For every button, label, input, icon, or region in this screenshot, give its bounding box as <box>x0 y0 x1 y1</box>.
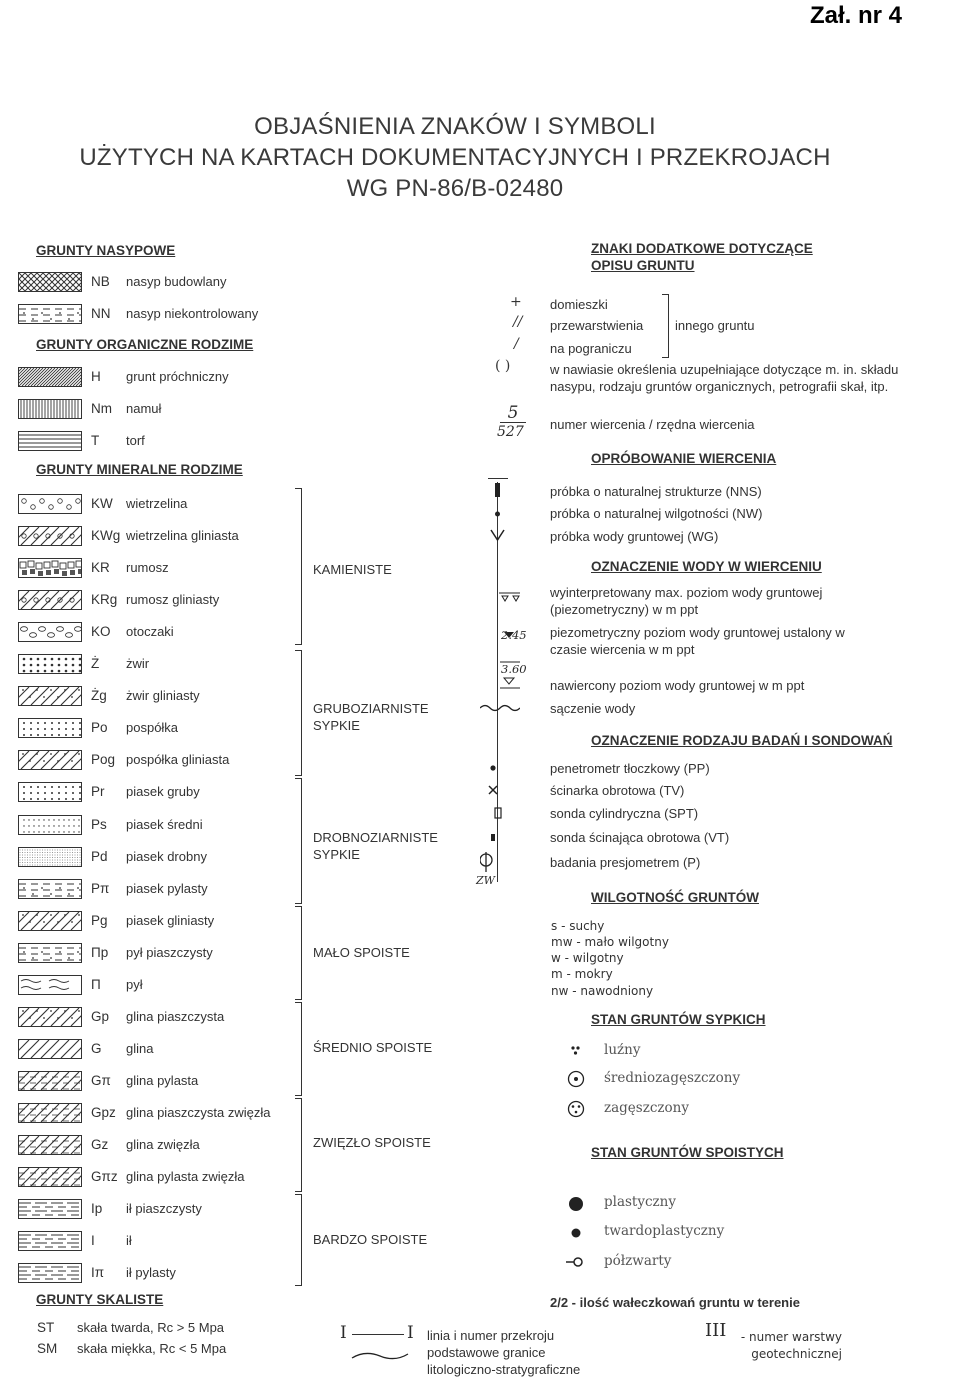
stiff-plastic-icon <box>572 1229 581 1238</box>
group-label-kamieniste: KAMIENISTE <box>313 562 392 577</box>
group-label-drobnoziarniste: DROBNOZIARNISTE SYPKIE <box>313 830 438 862</box>
soil-name: ił <box>126 1233 132 1249</box>
pattern-swatch-ko <box>18 622 82 642</box>
soil-code: Ps <box>91 816 107 832</box>
section-header-nasypowe: GRUNTY NASYPOWE <box>36 243 176 258</box>
soil-code: G <box>91 1040 102 1056</box>
bracket-drobnoziarniste <box>295 778 302 904</box>
slash-icon: / <box>514 336 519 352</box>
sample-nw-label: próbka o naturalnej wilgotności (NW) <box>550 506 763 521</box>
soil-code: I <box>91 1233 95 1249</box>
soil-code: Iπ <box>91 1265 105 1281</box>
section-line-icon <box>352 1334 404 1335</box>
pattern-swatch-ż <box>18 654 82 674</box>
spt-test-icon <box>495 808 501 818</box>
section-line-label: linia i numer przekroju <box>427 1328 555 1343</box>
soil-name: piasek gliniasty <box>126 912 215 928</box>
pattern-swatch-nn <box>18 304 82 324</box>
soil-name: pospółka gliniasta <box>126 752 230 768</box>
pp-test-label: penetrometr tłoczkowy (PP) <box>550 761 710 776</box>
soil-code: KWg <box>91 528 121 544</box>
soil-code: KR <box>91 560 110 576</box>
bracket-malo-spoiste <box>295 906 302 1000</box>
section-header-sypkie: STAN GRUNTÓW SYPKICH <box>591 1012 766 1027</box>
soil-code: T <box>91 433 100 448</box>
page-title-line2: UŻYTYCH NA KARTACH DOKUMENTACYJNYCH I PRZEKROJACH <box>79 144 831 171</box>
sample-wg-icon <box>491 530 504 540</box>
soil-name: żwir <box>126 656 150 672</box>
soil-name: wietrzelina gliniasta <box>126 528 239 544</box>
water-drilled-icon <box>504 678 514 684</box>
boundary-line-icon <box>350 1348 410 1364</box>
soil-code: NB <box>91 274 110 289</box>
soil-code: Gπ <box>91 1072 111 1088</box>
group-label-gruboziarniste: GRUBOZIARNISTE SYPKIE <box>313 701 429 733</box>
name-sm: skała miękka, Rc < 5 Mpa <box>77 1341 227 1356</box>
bracket-zwiezlo-spoiste <box>295 1098 302 1192</box>
soil-code: Gpz <box>91 1104 116 1120</box>
section-line-right-marker: I <box>407 1323 414 1343</box>
borehole-elevation: 527 <box>497 424 524 440</box>
attachment-label: Zał. nr 4 <box>809 2 902 29</box>
soil-code: Gp <box>91 1008 110 1024</box>
soil-name: pospółka <box>126 720 179 736</box>
section-header-woda: OZNACZENIE WODY W WIERCENIU <box>591 559 822 574</box>
soil-code: Ż <box>91 656 100 672</box>
soil-name: piasek średni <box>126 816 203 832</box>
moisture-mw: mw - mało wilgotny <box>551 935 669 949</box>
soil-name: nasyp niekontrolowany <box>126 306 259 321</box>
pattern-swatch-i <box>18 1231 82 1251</box>
soil-code: Gz <box>91 1137 109 1152</box>
pattern-swatch-pr <box>18 782 82 802</box>
soil-name: glina <box>126 1040 154 1056</box>
state-dense-label: zagęszczony <box>604 1100 689 1116</box>
tv-test-label: ścinarka obrotowa (TV) <box>550 783 685 798</box>
soil-name: pył piaszczysty <box>126 944 213 960</box>
spt-test-label: sonda cylindryczna (SPT) <box>550 806 699 821</box>
moisture-m: m - mokry <box>551 967 613 981</box>
soil-name: glina pylasta <box>126 1072 199 1088</box>
soil-name: glina piaszczysta zwięzła <box>126 1104 271 1120</box>
section-header-mineralne: GRUNTY MINERALNE RODZIME <box>36 462 243 477</box>
soil-name: glina piaszczysta <box>126 1008 225 1024</box>
pattern-swatch-nb <box>18 272 82 292</box>
soil-code: Πp <box>91 944 109 960</box>
pattern-swatch-gp <box>18 1007 82 1027</box>
pattern-swatch-πp <box>18 943 82 963</box>
section-header-dodatkowe-1 <box>591 240 831 274</box>
state-loose-label: luźny <box>604 1042 641 1058</box>
inny-grunt-brace <box>662 294 669 358</box>
pressuremeter-label: badania presjometrem (P) <box>550 855 701 870</box>
state-cohesive-symbols <box>562 1192 592 1272</box>
soil-code: Gπz <box>91 1169 118 1185</box>
soil-name: nasyp budowlany <box>126 274 227 289</box>
plus-symbol-icon: + <box>510 294 522 310</box>
bracket-srednio-spoiste <box>295 1002 302 1096</box>
pattern-swatch-pπ <box>18 879 82 899</box>
soil-code: Pπ <box>91 880 110 896</box>
pattern-swatch-iπ <box>18 1263 82 1283</box>
soil-name: pył <box>126 976 143 992</box>
numer-wiercenia-label: numer wiercenia / rzędna wiercenia <box>550 417 755 432</box>
section-header-skaliste: GRUNTY SKALISTE <box>36 1292 164 1307</box>
zw-label: ZW <box>476 874 495 887</box>
soil-name: piasek gruby <box>126 784 200 800</box>
borehole-number: 5 <box>500 404 526 423</box>
plastic-icon <box>569 1197 583 1211</box>
double-slash-icon: // <box>513 314 523 330</box>
dense-icon <box>569 1102 584 1117</box>
soil-code: Pr <box>91 784 105 800</box>
section-header-dodatkowe: ZNAKI DODATKOWE DOTYCZĄCE OPISU GRUNTU <box>591 241 813 273</box>
semi-solid-icon <box>574 1258 582 1266</box>
state-stiff-plastic-label: twardoplastyczny <box>604 1223 725 1239</box>
water-piezo-label: piezometryczny poziom wody gruntowej ustalony w czasie wiercenia w m ppt <box>550 625 845 657</box>
section-header-oprobowanie: OPRÓBOWANIE WIERCENIA <box>591 451 777 466</box>
name-st: skała twarda, Rc > 5 Mpa <box>77 1320 225 1335</box>
soil-code: Pg <box>91 912 108 928</box>
soil-code: Pd <box>91 848 108 864</box>
section-line-left-marker: I <box>340 1323 347 1343</box>
soil-name: glina zwięzła <box>126 1137 200 1152</box>
code-st: ST <box>37 1320 55 1335</box>
soil-code: H <box>91 369 101 384</box>
soil-code: KO <box>91 624 111 640</box>
pattern-swatch-krg <box>18 590 82 610</box>
state-plastic-label: plastyczny <box>604 1194 676 1210</box>
boundary-label: podstawowe granice litologiczno-stratygraficzne <box>427 1345 581 1377</box>
pattern-swatch-po <box>18 718 82 738</box>
pattern-swatch-kwg <box>18 526 82 546</box>
state-medium-dense-label: średniozagęszczony <box>604 1070 741 1086</box>
group-label-bardzo-spoiste: BARDZO SPOISTE <box>313 1232 428 1247</box>
group-label-zwiezlo-spoiste: ZWIĘZŁO SPOISTE <box>313 1135 431 1150</box>
page-title-line1: OBJAŚNIENIA ZNAKÓW I SYMBOLI <box>254 113 656 140</box>
vt-test-icon <box>491 834 495 841</box>
section-header-organiczne: GRUNTY ORGANICZNE RODZIME <box>36 337 254 352</box>
state-loose-symbols <box>562 1038 592 1128</box>
pattern-swatch-g <box>18 1039 82 1059</box>
pattern-swatch-gz <box>18 1135 82 1155</box>
pattern-swatch-ps <box>18 815 82 835</box>
soil-name: namuł <box>126 401 162 416</box>
vt-test-label: sonda ścinająca obrotowa (VT) <box>550 830 730 845</box>
soil-name: piasek drobny <box>126 848 207 864</box>
layer-number-label: - numer warstwy geotechnicznej <box>740 1330 842 1361</box>
page-title-line3: WG PN-86/B-02480 <box>346 175 564 202</box>
sample-nns-label: próbka o naturalnej strukturze (NNS) <box>550 484 762 499</box>
state-semi-solid-label: półzwarty <box>604 1253 672 1269</box>
pattern-swatch-pg <box>18 911 82 931</box>
soil-name: wietrzelina <box>126 496 188 511</box>
bracket-bardzo-spoiste <box>295 1194 302 1286</box>
soil-name: otoczaki <box>126 624 174 640</box>
sample-nns-icon <box>495 483 500 497</box>
soil-name: grunt próchniczny <box>126 369 229 384</box>
pattern-swatch-gπ <box>18 1071 82 1091</box>
group-label-srednio-spoiste: ŚREDNIO SPOISTE <box>313 1040 433 1055</box>
soil-name: rumosz <box>126 560 169 576</box>
seepage-icon <box>480 706 520 711</box>
section-header-spoiste: STAN GRUNTÓW SPOISTYCH <box>591 1145 784 1160</box>
pattern-swatch-π <box>18 975 82 995</box>
water-max-label: wyinterpretowany max. poziom wody gruntowej (piezometryczny) w m ppt <box>550 585 823 617</box>
soil-name: torf <box>126 433 145 448</box>
pp-test-icon <box>490 765 495 770</box>
soil-code: Po <box>91 720 108 736</box>
przewarstwienia-label: przewarstwienia <box>550 318 644 333</box>
pattern-swatch-żg <box>18 686 82 706</box>
code-sm: SM <box>37 1341 58 1356</box>
soil-code: Ip <box>91 1201 103 1217</box>
soil-code: KRg <box>91 592 118 608</box>
bracket-gruboziarniste <box>295 650 302 776</box>
seepage-label: sączenie wody <box>550 701 636 716</box>
soil-code: Nm <box>91 401 112 416</box>
water-max-icon <box>502 596 508 601</box>
section-header-badania: OZNACZENIE RODZAJU BADAŃ I SONDOWAŃ <box>591 733 893 748</box>
drilled-water-value: 3.60 <box>501 662 527 676</box>
soil-name: żwir gliniasty <box>126 688 200 704</box>
sample-nw-icon <box>495 512 500 517</box>
rolling-count-label: 2/2 - ilość wałeczkowań gruntu w terenie <box>550 1295 800 1310</box>
bracket-kamieniste <box>295 488 302 645</box>
tv-test-icon <box>489 786 497 794</box>
soil-name: piasek pylasty <box>126 880 208 896</box>
soil-name: ił pylasty <box>126 1265 176 1281</box>
soil-name: rumosz gliniasty <box>126 592 220 608</box>
sample-wg-label: próbka wody gruntowej (WG) <box>550 529 719 544</box>
nawias-description: w nawiasie określenia uzupełniające dotyczące m. in. składu nasypu, rodzaju gruntów organicznych, petrografii skał, itp. <box>550 362 899 394</box>
piezo-value: 2.45 <box>501 628 527 642</box>
moisture-w: w - wilgotny <box>551 951 624 965</box>
soil-code: Żg <box>91 688 107 704</box>
loose-icon <box>571 1046 574 1049</box>
group-label-malo-spoiste: MAŁO SPOISTE <box>313 945 410 960</box>
pattern-swatch-kr <box>18 558 82 578</box>
borehole-symbols-svg <box>480 478 520 898</box>
pattern-swatch-ip <box>18 1199 82 1219</box>
soil-code: NN <box>91 306 111 321</box>
parentheses-icon: ( ) <box>495 358 511 374</box>
pattern-swatch-nm <box>18 399 82 419</box>
pattern-swatch-gπz <box>18 1167 82 1187</box>
section-header-wilgotnosc: WILGOTNOŚĆ GRUNTÓW <box>591 890 759 905</box>
moisture-nw: nw - nawodniony <box>551 984 654 998</box>
pattern-swatch-pog <box>18 750 82 770</box>
layer-number-symbol: III <box>705 1320 727 1341</box>
soil-code: KW <box>91 496 113 511</box>
pattern-swatch-kw <box>18 494 82 514</box>
pattern-swatch-pd <box>18 847 82 867</box>
water-max-icon-2 <box>513 596 519 601</box>
soil-code: Pog <box>91 752 116 768</box>
soil-name: ił piaszczysty <box>126 1201 202 1217</box>
inny-grunt-label: innego gruntu <box>675 318 755 333</box>
soil-code: Π <box>91 976 101 992</box>
soil-name: glina pylasta zwięzła <box>126 1169 245 1185</box>
pattern-swatch-h <box>18 367 82 387</box>
domieszki-label: domieszki <box>550 297 608 312</box>
pattern-swatch-gpz <box>18 1103 82 1123</box>
water-drilled-label: nawiercony poziom wody gruntowej w m ppt <box>550 678 805 693</box>
moisture-s: s - suchy <box>551 919 605 933</box>
pogranicze-label: na pograniczu <box>550 341 632 356</box>
pattern-swatch-t <box>18 431 82 451</box>
